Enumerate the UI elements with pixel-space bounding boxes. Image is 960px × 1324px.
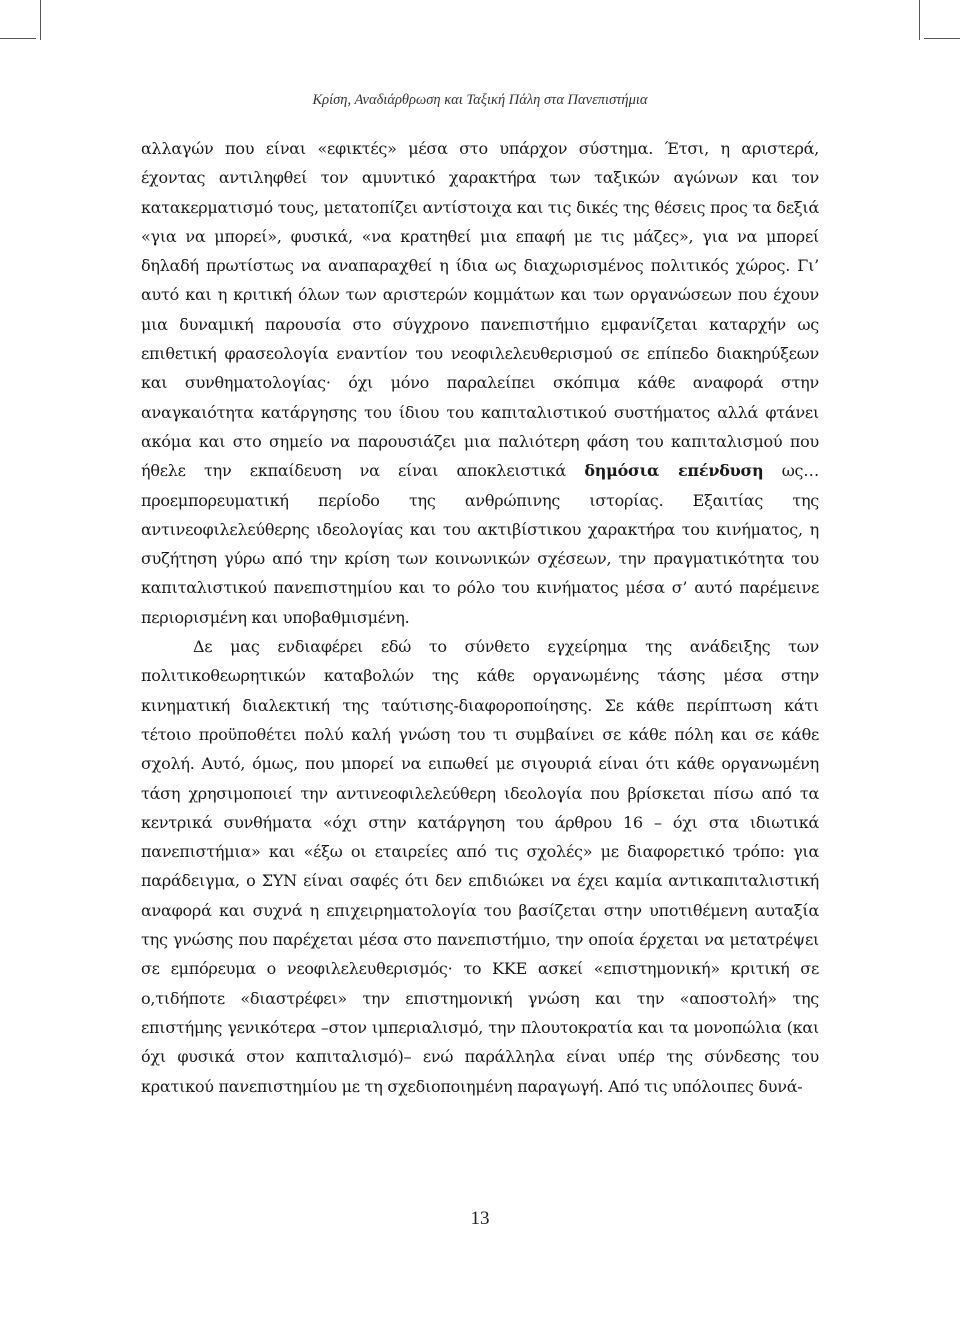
body-text <box>141 134 819 1101</box>
paragraph-1-emphasis: δημόσια επένδυση <box>584 461 764 481</box>
paragraph-2: Δε μας ενδιαφέρει εδώ το σύνθετο εγχείρημα της ανάδειξης των πολιτικοθεωρητικών καταβολών της κάθε οργανωμένης τάσης μέσα στην κινηματική διαλεκτική της ταύτισης-διαφοροποίησης. Σε κάθε περίπτωση κάτι τέτοιο προϋποθέτει πολύ καλή γνώση του τι συμβαίνει σε κάθε πόλη και σε κάθε σχολή. Αυτό, όμως, που μπορεί να ειπωθεί με σιγουριά είναι ότι κάθε οργανωμένη τάση χρησιμοποιεί την αντινεοφιλελεύθερη ιδεολογία που βρίσκεται πίσω από τα κεντρικά συνθήματα «όχι στην κατάργηση του άρθρου 16 – όχι στα ιδιωτικά πανεπιστήμια» και «έξω οι εταιρείες από τις σχολές» με διαφορετικό τρόπο: για παράδειγμα, ο ΣΥΝ είναι σαφές ότι δεν επιδιώκει να έχει καμία αντικαπιταλιστική αναφορά και συχνά η επιχειρηματολογία του βασίζεται στην υποτιθέμενη αυταξία της γνώσης που παρέχεται μέσα στο πανεπιστήμιο, την οποία έρχεται να μετατρέψει σε εμπόρευμα ο νεοφιλελευθερισμός· το ΚΚΕ ασκεί «επιστημονική» κριτική σε ο,τιδήποτε «διαστρέφει» την επιστημονική γνώση και την «αποστολή» της επιστήμης γενικότερα –στον ιμπεριαλισμό, την πλουτοκρατία και τα μονοπώλια (και όχι φυσικά στον καπιταλισμό)– ενώ παράλληλα είναι υπέρ της σύνδεσης του κρατικού πανεπιστημίου με τη σχεδιοποιημένη παραγωγή. Από τις υπόλοιπες δυνά- <box>141 637 819 1096</box>
page-number: 13 <box>470 1208 490 1229</box>
paragraph-1-text-a: αλλαγών που είναι «εφικτές» μέσα στο υπάρχον σύστημα. Έτσι, η αριστερά, έχοντας αντιληφθεί τον αμυντικό χαρακτήρα των ταξικών αγώνων και τον κατακερματισμό τους, μετατοπίζει αντίστοιχα και τις δικές της θέσεις προς τα δεξιά «για να μπορεί», φυσικά, «να κρατηθεί μια επαφή με τις μάζες», για να μπορεί δηλαδή πρωτίστως να αναπαραχθεί η ίδια ως διαχωρισμένος πολιτικός χώρος. Γι’ αυτό και η κριτική όλων των αριστερών κομμάτων και των οργανώσεων που έχουν μια δυναμική παρουσία στο σύγχρονο πανεπιστήμιο εμφανίζεται καταρχήν ως επιθετική φρασεολογία εναντίον του νεοφιλελευθερισμού σε επίπεδο διακηρύξεων και συνθηματολογίας· όχι μόνο παραλείπει σκόπιμα κάθε αναφορά στην αναγκαιότητα κατάργησης του ίδιου του καπιταλιστικού συστήματος αλλά φτάνει ακόμα και στο σημείο να παρουσιάζει μια παλιότερη φάση του καπιταλισμού που ήθελε την εκπαίδευση να είναι αποκλειστικά <box>141 139 819 481</box>
crop-mark-right <box>919 0 920 40</box>
crop-mark-right-horizontal <box>924 38 960 39</box>
crop-mark-left <box>40 0 41 40</box>
paragraph-1 <box>141 134 819 632</box>
running-header: Κρίση, Αναδιάρθρωση και Ταξική Πάλη στα Πανεπιστήμια <box>312 92 648 108</box>
paragraph-1-text-b: ως… προεμπορευματική περίοδο της ανθρώπινης ιστορίας. Εξαιτίας της αντινεοφιλελεύθερης ιδεολογίας και του ακτιβίστικου χαρακτήρα του κινήματος, η συζήτηση γύρω από την κρίση των κοινωνικών σχέσεων, την πραγματικότητα του καπιταλιστικού πανεπιστημίου και το ρόλο του κινήματος μέσα σ’ αυτό παρέμεινε περιορισμένη και υποβαθμισμένη. <box>141 461 819 627</box>
crop-mark-left-horizontal <box>0 38 36 39</box>
